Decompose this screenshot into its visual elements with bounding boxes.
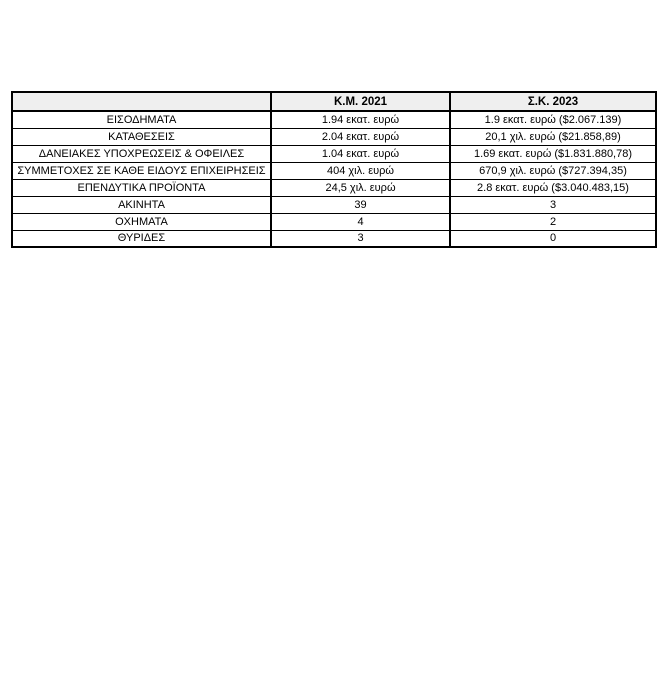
km-2021-cell: 39 bbox=[271, 196, 450, 213]
sk-2023-cell: 1.69 εκατ. ευρώ ($1.831.880,78) bbox=[450, 145, 656, 162]
table-row bbox=[12, 230, 656, 247]
row-label-cell: ΟΧΗΜΑΤΑ bbox=[12, 213, 271, 230]
table-header-row bbox=[12, 92, 656, 111]
table-row bbox=[12, 128, 656, 145]
table-row bbox=[12, 179, 656, 196]
sk-2023-cell: 1.9 εκατ. ευρώ ($2.067.139) bbox=[450, 111, 656, 128]
sk-2023-cell: 2 bbox=[450, 213, 656, 230]
header-sk-2023: Σ.Κ. 2023 bbox=[450, 92, 656, 111]
header-empty-cell bbox=[12, 92, 271, 111]
row-label-cell: ΑΚΙΝΗΤΑ bbox=[12, 196, 271, 213]
table-row bbox=[12, 213, 656, 230]
km-2021-cell: 2.04 εκατ. ευρώ bbox=[271, 128, 450, 145]
sk-2023-cell: 20,1 χιλ. ευρώ ($21.858,89) bbox=[450, 128, 656, 145]
row-label-cell: ΕΠΕΝΔΥΤΙΚΑ ΠΡΟΪΟΝΤΑ bbox=[12, 179, 271, 196]
km-2021-cell: 3 bbox=[271, 230, 450, 247]
km-2021-cell: 1.94 εκατ. ευρώ bbox=[271, 111, 450, 128]
table-row bbox=[12, 162, 656, 179]
km-2021-cell: 24,5 χιλ. ευρώ bbox=[271, 179, 450, 196]
km-2021-cell: 4 bbox=[271, 213, 450, 230]
table-row bbox=[12, 145, 656, 162]
km-2021-cell: 1.04 εκατ. ευρώ bbox=[271, 145, 450, 162]
financial-comparison-table bbox=[11, 91, 657, 248]
row-label-cell: ΔΑΝΕΙΑΚΕΣ ΥΠΟΧΡΕΩΣΕΙΣ & ΟΦΕΙΛΕΣ bbox=[12, 145, 271, 162]
sk-2023-cell: 670,9 χιλ. ευρώ ($727.394,35) bbox=[450, 162, 656, 179]
sk-2023-cell: 3 bbox=[450, 196, 656, 213]
sk-2023-cell: 2.8 εκατ. ευρώ ($3.040.483,15) bbox=[450, 179, 656, 196]
row-label-cell: ΚΑΤΑΘΕΣΕΙΣ bbox=[12, 128, 271, 145]
row-label-cell: ΕΙΣΟΔΗΜΑΤΑ bbox=[12, 111, 271, 128]
sk-2023-cell: 0 bbox=[450, 230, 656, 247]
header-km-2021: Κ.Μ. 2021 bbox=[271, 92, 450, 111]
row-label-cell: ΘΥΡΙΔΕΣ bbox=[12, 230, 271, 247]
table-row bbox=[12, 111, 656, 128]
km-2021-cell: 404 χιλ. ευρώ bbox=[271, 162, 450, 179]
row-label-cell: ΣΥΜΜΕΤΟΧΕΣ ΣΕ ΚΑΘΕ ΕΙΔΟΥΣ ΕΠΙΧΕΙΡΗΣΕΙΣ bbox=[12, 162, 271, 179]
table-row bbox=[12, 196, 656, 213]
